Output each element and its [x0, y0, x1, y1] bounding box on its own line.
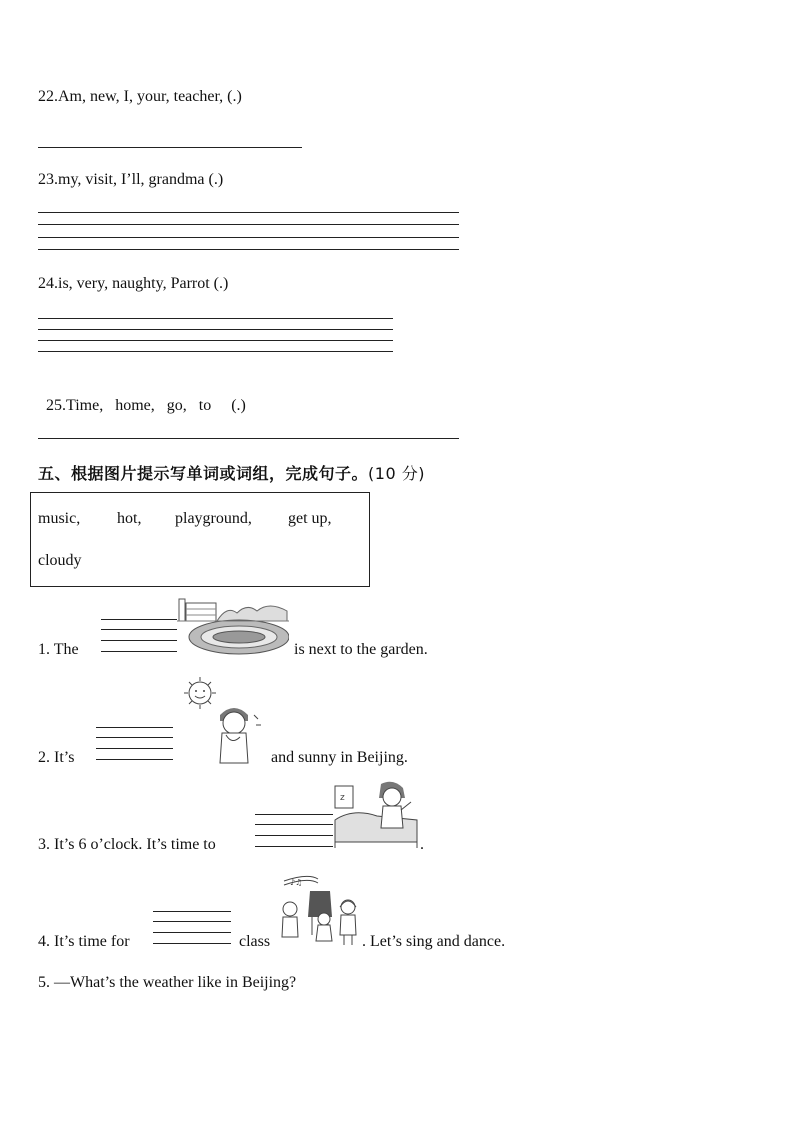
blank-line[interactable] — [96, 727, 173, 728]
section-heading — [38, 461, 425, 484]
item-3-prefix: 3. It’s 6 o’clock. It’s time to — [38, 836, 216, 853]
blank-line[interactable] — [153, 921, 231, 922]
word-bank-item: get up, — [288, 510, 332, 527]
question-number: 24. — [38, 275, 58, 292]
blank-line[interactable] — [255, 835, 333, 836]
item-4-suffix: . Let’s sing and dance. — [362, 933, 506, 950]
music-class-icon — [278, 873, 362, 949]
question-24 — [38, 275, 228, 293]
question-number: 25. — [46, 397, 66, 414]
question-22 — [38, 88, 242, 106]
blank-line[interactable] — [101, 629, 177, 630]
blank-line[interactable] — [96, 759, 173, 760]
svg-text:♪♫: ♪♫ — [290, 878, 303, 887]
svg-text:z: z — [340, 793, 345, 803]
item-3-suffix: . — [420, 836, 424, 853]
answer-line[interactable] — [38, 340, 393, 341]
item-4-middle: class — [239, 933, 271, 950]
answer-line[interactable] — [38, 224, 459, 225]
answer-line[interactable] — [38, 147, 302, 148]
word-bank-item: playground, — [175, 510, 252, 527]
question-text: is, very, naughty, Parrot (.) — [58, 275, 229, 292]
item-2-prefix: 2. It’s — [38, 749, 75, 766]
blank-line[interactable] — [101, 640, 177, 641]
word-bank — [30, 492, 370, 587]
answer-line[interactable] — [38, 438, 459, 439]
word-bank-item: cloudy — [38, 552, 82, 569]
blank-line[interactable] — [96, 748, 173, 749]
blank-line[interactable] — [255, 814, 333, 815]
blank-line[interactable] — [153, 943, 231, 944]
answer-line[interactable] — [38, 249, 459, 250]
question-text: my, visit, I’ll, grandma (.) — [58, 171, 224, 188]
answer-line[interactable] — [38, 351, 393, 352]
blank-line[interactable] — [96, 737, 173, 738]
answer-line[interactable] — [38, 329, 393, 330]
section-score: (10 分) — [368, 464, 425, 483]
blank-line[interactable] — [153, 932, 231, 933]
answer-line[interactable] — [38, 212, 459, 213]
word-bank-item: hot, — [117, 510, 142, 527]
question-23 — [38, 171, 223, 189]
girl-getting-up-icon — [333, 780, 421, 850]
item-2-suffix: and sunny in Beijing. — [271, 749, 408, 766]
item-1-suffix: is next to the garden. — [294, 641, 428, 658]
blank-line[interactable] — [153, 911, 231, 912]
answer-line[interactable] — [38, 237, 459, 238]
question-25 — [38, 379, 246, 415]
word-bank-item: music, — [38, 510, 81, 527]
playground-icon — [177, 597, 289, 657]
question-number: 22. — [38, 88, 58, 105]
blank-line[interactable] — [101, 619, 177, 620]
blank-line[interactable] — [101, 651, 177, 652]
item-5-prefix: 5. —What’s the weather like in Beijing? — [38, 974, 297, 991]
item-4-prefix: 4. It’s time for — [38, 933, 130, 950]
section-title: 五、根据图片提示写单词或词组，完成句子。 — [38, 464, 369, 483]
question-text: Am, new, I, your, teacher, (.) — [58, 88, 242, 105]
answer-line[interactable] — [38, 318, 393, 319]
question-text: Time, home, go, to (.) — [66, 397, 246, 414]
blank-line[interactable] — [255, 824, 333, 825]
hot-sun-boy-icon — [176, 675, 266, 767]
question-number: 23. — [38, 171, 58, 188]
blank-line[interactable] — [255, 846, 333, 847]
item-1-prefix: 1. The — [38, 641, 79, 658]
